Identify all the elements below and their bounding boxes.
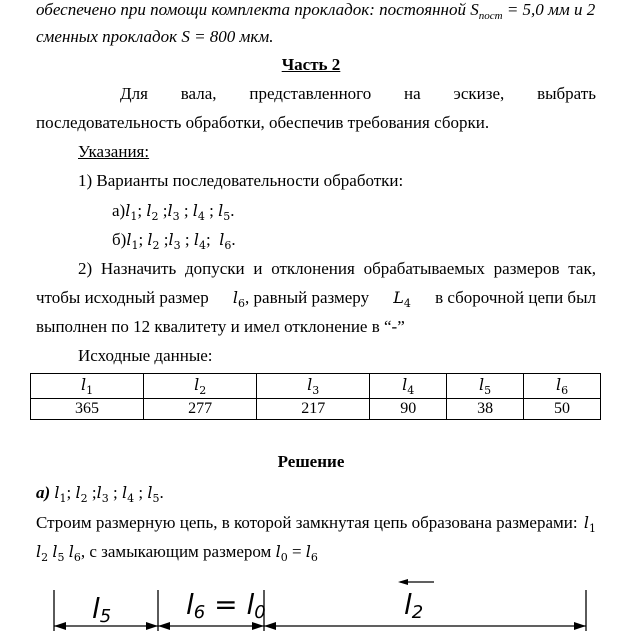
dim-label-l6-l0: l6 = l0 — [186, 588, 266, 623]
hint-2-line-2: чтобы исходный размер $l_6$, равный размеру $L_4$ в сборочной цепи был — [36, 288, 596, 314]
dim-label-l2: l2 — [404, 588, 424, 623]
hint-2-line-1 — [78, 259, 596, 279]
text-fragment: обеспечено при помощи комплекта прокладок: постоянной S — [36, 0, 479, 19]
text-fragment: Строим размерную цепь, в которой замкнутая цепь образована размерами: — [36, 513, 578, 532]
table-header-cell: $l_5$ — [447, 374, 524, 399]
table-cell: 50 — [524, 399, 601, 420]
solution-option-a: а) $l_1$; $l_2$ $;l_3$ ; $l_4$ ; $l_5$. — [36, 483, 164, 505]
arrow-head — [252, 622, 264, 630]
dim-label-l5: l5 — [92, 592, 112, 627]
word: отклонения — [271, 259, 355, 278]
table-header-cell: $l_2$ — [144, 374, 257, 399]
text-line-1 — [36, 0, 596, 26]
option-label: а) — [112, 201, 126, 220]
table-cell: 365 — [31, 399, 144, 420]
table-cell: 277 — [144, 399, 257, 420]
source-data-table — [30, 373, 601, 420]
paragraph-1-line-2: последовательность обработки, обеспечив требования сборки. — [36, 113, 490, 132]
table-header-cell: $l_3$ — [257, 374, 370, 399]
table-header-row — [31, 374, 601, 399]
table-cell: 217 — [257, 399, 370, 420]
source-data-title: Исходные данные: — [78, 346, 213, 365]
word: Для — [120, 84, 148, 103]
solution-text-line-1: Строим размерную цепь, в которой замкнутая цепь образована размерами: $l_1$ — [36, 513, 596, 539]
option-b: $б)l_1$; $l_2$ $;l_3$ ; $l_4$; $l_6$. — [112, 230, 236, 252]
text-fragment: в сборочной цепи был — [435, 288, 596, 307]
arrow-head — [398, 579, 408, 585]
table-header-cell: $l_4$ — [370, 374, 447, 399]
table-row — [31, 399, 601, 420]
word: на — [404, 84, 421, 103]
arrow-head — [574, 622, 586, 630]
text-fragment: = 5,0 мм и 2 — [502, 0, 596, 19]
option-a: $а)l_1$; $l_2$ $;l_3$ ; $l_4$ ; $l_5$. — [112, 201, 235, 223]
word: эскизе, — [453, 84, 505, 103]
word: представленного — [249, 84, 372, 103]
word: обрабатываемых — [363, 259, 485, 278]
arrow-head — [158, 622, 170, 630]
word: и — [253, 259, 263, 278]
paragraph-1-line-1 — [120, 84, 596, 104]
table-cell: 90 — [370, 399, 447, 420]
hint-1: 1) Варианты последовательности обработки: — [78, 171, 404, 190]
option-label: а) — [36, 483, 51, 502]
table-cell: 38 — [447, 399, 524, 420]
dimension-chain-sketch — [0, 570, 622, 631]
arrow-head — [146, 622, 158, 630]
solution-title: Решение — [277, 452, 345, 471]
word: выбрать — [537, 84, 596, 103]
arrow-head — [264, 622, 276, 630]
word: допуски — [184, 259, 245, 278]
hint-2-line-3: выполнен по 12 квалитету и имел отклонение в “-” — [36, 317, 405, 336]
text-fragment: , с замыкающим размером — [80, 542, 272, 561]
solution-text-line-2: $l_2$ $l_5$ $l_6$, с замыкающим размером $l_0 = l_6$ — [36, 542, 318, 564]
text-line-2: сменных прокладок S = 800 мкм. — [36, 27, 274, 46]
word: Назначить — [100, 259, 177, 278]
text-fragment: чтобы исходный размер — [36, 288, 209, 307]
part-title: Часть 2 — [281, 55, 341, 74]
text-fragment: , равный размеру — [245, 288, 370, 307]
word: вала, — [180, 84, 217, 103]
word: 2) — [78, 259, 93, 278]
option-label: б) — [112, 230, 127, 249]
hints-title: Указания: — [78, 142, 150, 161]
subscript: пост — [478, 10, 503, 22]
word: так, — [568, 259, 596, 278]
word: размеров — [493, 259, 560, 278]
table-header-cell: $l_6$ — [524, 374, 601, 399]
arrow-head — [54, 622, 66, 630]
table-header-cell: $l_1$ — [31, 374, 144, 399]
